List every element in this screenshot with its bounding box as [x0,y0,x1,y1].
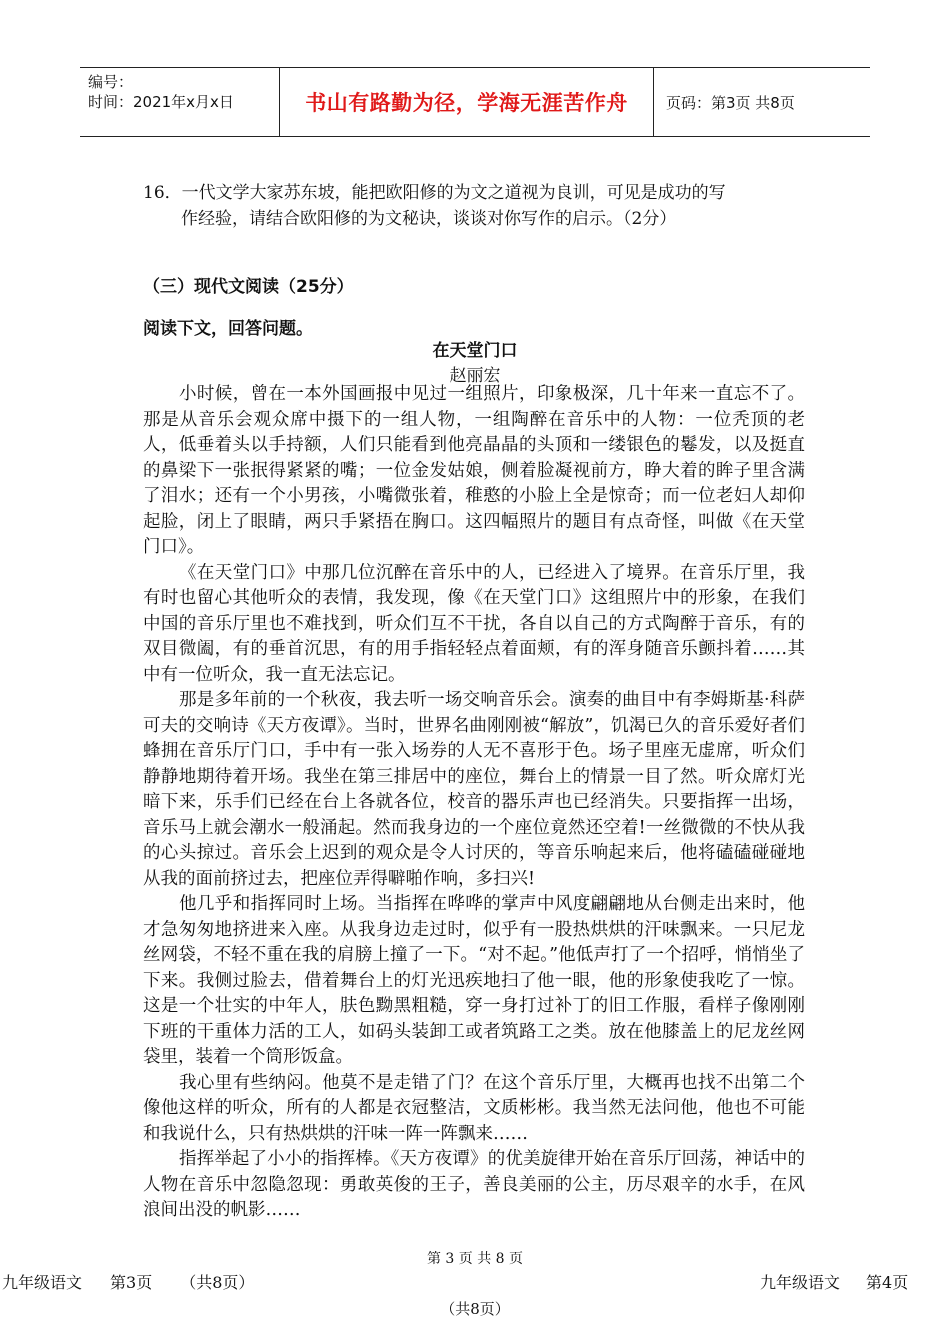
time-label: 时间：2021年x月x日 [88,93,234,111]
question-16-line2: 作经验，请结合欧阳修的为文秘诀，谈谈对你写作的启示。（2分） [181,209,677,229]
footer-right-page: 第4页 [866,1273,909,1292]
header-motto: 书山有路勤为径，学海无涯苦作舟 [280,68,654,136]
footer-left-total: （共8页） [180,1273,255,1292]
page-number-center: 第 3 页 共 8 页 [426,1251,524,1267]
footer-left-subject: 九年级语文 [2,1273,83,1292]
article-paragraph: 他几乎和指挥同时上场。当指挥在哗哗的掌声中风度翩翩地从台侧走出来时，他才急匆匆地挤进来入座。从我身边走过时，似乎有一股热烘烘的汗味飘来。一只尼龙丝网袋，不轻不重在我的肩膀上撞了一下。“对不起。”他低声打了一个招呼，悄悄坐了下来。我侧过脸去，借着舞台上的灯光迅疾地扫了他一眼，他的形象使我吃了一惊。这是一个壮实的中年人，肤色黝黑粗糙，穿一身打过补丁的旧工作服，看样子像刚刚下班的干重体力活的工人，如码头装卸工或者筑路工之类。放在他膝盖上的尼龙丝网袋里，装着一个筒形饭盒。 [143,894,805,1067]
section-title: （三）现代文阅读（25分） [143,277,354,297]
footer-right [760,1270,908,1293]
article-title: 在天堂门口 [432,341,518,361]
article-paragraph: 那是多年前的一个秋夜，我去听一场交响音乐会。演奏的曲目中有李姆斯基·科萨可夫的交响诗《天方夜谭》。当时，世界名曲刚刚被“解放”，饥渴已久的音乐爱好者们蜂拥在音乐厅门口，手中有一张入场券的人无不喜形于色。场子里座无虚席，听众们静静地期待着开场。我坐在第三排居中的座位，舞台上的情景一目了然。听众席灯光暗下来，乐手们已经在台上各就各位，校音的器乐声也已经消失。只要指挥一出场，音乐马上就会潮水一般涌起。然而我身边的一个座位竟然还空着!一丝微微的不快从我的心头掠过。音乐会上迟到的观众是令人讨厌的，等音乐响起来后，他将磕磕碰碰地从我的面前挤过去，把座位弄得噼啪作响，多扫兴! [143,690,805,889]
header-page-info: 页码：第3页 共8页 [666,93,795,112]
article-paragraph: 《在天堂门口》中那几位沉醉在音乐中的人，已经进入了境界。在音乐厅里，我有时也留心其他听众的表情，我发现，像《在天堂门口》这组照片中的形象，在我们中国的音乐厅里也不难找到，听众们互不干扰，各自以自己的方式陶醉于音乐，有的双目微阖，有的垂首沉思，有的用手指轻轻点着面颊，有的浑身随音乐颤抖着……其中有一位听众，我一直无法忘记。 [143,562,805,685]
footer-right-subject: 九年级语文 [760,1273,841,1292]
footer-left [2,1270,254,1293]
article-body [143,382,805,1224]
question-16-line1: 16．一代文学大家苏东坡，能把欧阳修的为文之道视为良训，可见是成功的写 [143,183,726,203]
header-table [80,67,870,137]
footer-left-page: 第3页 [110,1273,153,1292]
article-paragraph: 我心里有些纳闷。他莫不是走错了门？在这个音乐厅里，大概再也找不出第二个像他这样的听众，所有的人都是衣冠整洁，文质彬彬。我当然无法问他，他也不可能和我说什么，只有热烘烘的汗味一阵一阵飘来…… [143,1072,805,1144]
header-meta [80,68,280,136]
article-paragraph: 指挥举起了小小的指挥棒。《天方夜谭》的优美旋律开始在音乐厅回荡，神话中的人物在音乐中忽隐忽现：勇敢英俊的王子，善良美丽的公主，历尽艰辛的水手，在风浪间出没的帆影…… [143,1149,805,1220]
footer-bottom-total: （共8页） [440,1300,510,1318]
article-paragraph: 小时候，曾在一本外国画报中见过一组照片，印象极深，几十年来一直忘不了。那是从音乐会观众席中摄下的一组人物，一组陶醉在音乐中的人物：一位秃顶的老人，低垂着头以手持额，人们只能看到他亮晶晶的头顶和一缕银色的鬈发，以及挺直的鼻梁下一张抿得紧紧的嘴；一位金发姑娘，侧着脸凝视前方，睁大着的眸子里含满了泪水；还有一个小男孩，小嘴微张着，稚憨的小脸上全是惊奇；而一位老妇人却仰起脸，闭上了眼睛，两只手紧捂在胸口。这四幅照片的题目有点奇怪，叫做《在天堂门口》。 [143,384,805,557]
question-16 [143,180,810,232]
reading-instruction: 阅读下文，回答问题。 [143,319,313,339]
number-label: 编号： [88,73,134,91]
article-author: 赵丽宏 [449,366,501,386]
